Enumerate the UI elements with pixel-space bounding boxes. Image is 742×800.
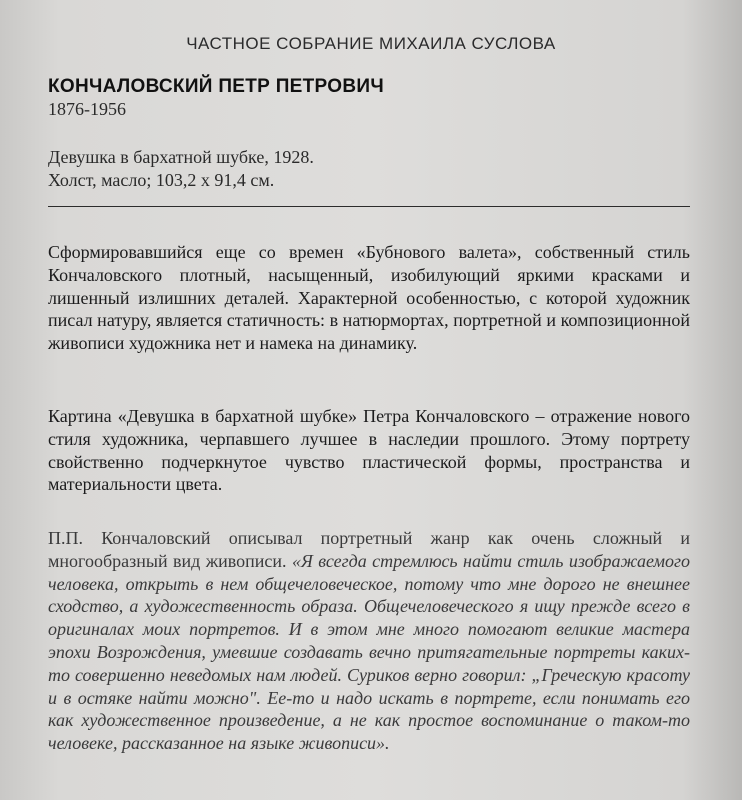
artwork-medium-dimensions: Холст, масло; 103,2 х 91,4 см. [48, 170, 275, 190]
artist-years: 1876-1956 [48, 99, 126, 119]
description-paragraph-quote [48, 527, 690, 755]
divider-line [48, 206, 690, 207]
artist-quote-text: «Я всегда стремлюсь найти стиль изображаемого человека, открыть в нем общечеловеческое, потому что мне дорого не внешнее сходство, а художественность образа. Общечеловеческого я ищу прежде всего в оригиналах моих портретов. И в этом мне много помогают великие мастера эпохи Возрождения, умевшие создавать вечно притягательные портреты каких-то совершенно неведомых нам людей. Суриков верно говорил: „Греческую красоту и в остяке найти можно". Ее-то и надо искать в портрете, если понимать его как художественное произведение, а не как простое воспоминание о таком-то человеке, рассказанное на языке живописи». [48, 550, 691, 754]
collection-heading: ЧАСТНОЕ СОБРАНИЕ МИХАИЛА СУСЛОВА [186, 34, 556, 53]
description-paragraph-painting: Картина «Девушка в бархатной шубке» Петра Кончаловского – отражение нового стиля художника, черпавшего лучшее в наследии прошлого. Этому портрету свойственно подчеркнутое чувство пластической формы, пространства и материальности цвета. [48, 406, 690, 495]
artist-name: КОНЧАЛОВСКИЙ ПЕТР ПЕТРОВИЧ [48, 76, 384, 97]
artwork-title: Девушка в бархатной шубке, 1928. [48, 147, 314, 167]
description-paragraph-style: Сформировавшийся еще со времен «Бубнового валета», собственный стиль Кончаловского плотный, насыщенный, изобилующий яркими красками и лишенный излишних деталей. Характерной особенностью, с которой художник писал натуру, является статичность: в натюрмортах, портретной и композиционной живописи художника нет и намека на динамику. [48, 242, 690, 354]
quote-intro-text: П.П. Кончаловский описывал портретный жанр как очень сложный и многообразный вид живописи. [48, 528, 690, 571]
